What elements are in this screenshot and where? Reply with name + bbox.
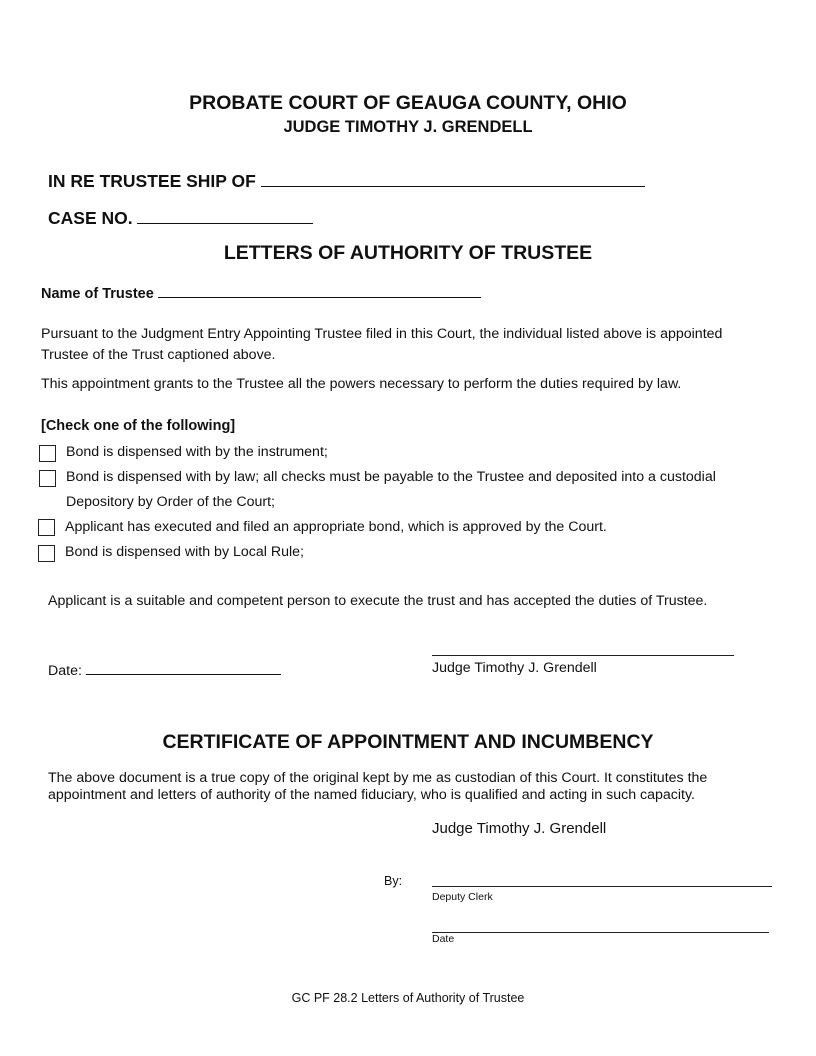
- suitable-statement: Applicant is a suitable and competent person to execute the trust and has accepted the duties of Trustee.: [48, 593, 708, 609]
- check-heading: [Check one of the following]: [41, 418, 236, 434]
- judge-signature-line[interactable]: [432, 655, 734, 656]
- letters-date-field[interactable]: [86, 660, 281, 675]
- appointment-paragraph-line2: Trustee of the Trust captioned above.: [41, 347, 276, 363]
- option-checkbox-2[interactable]: [39, 470, 56, 487]
- judge-heading: JUDGE TIMOTHY J. GRENDELL: [283, 118, 533, 136]
- case-number-caption: [48, 204, 313, 229]
- option-checkbox-1[interactable]: [39, 445, 56, 462]
- case-no-label: CASE NO.: [48, 208, 133, 228]
- form-footer: GC PF 28.2 Letters of Authority of Trustee: [291, 991, 525, 1005]
- trustee-name-field[interactable]: [158, 282, 481, 298]
- by-label: By:: [384, 874, 403, 888]
- in-re-prefix: IN RE: [48, 171, 95, 191]
- option-label-3: Applicant has executed and filed an appropriate bond, which is approved by the Court.: [65, 519, 607, 535]
- certificate-judge-name: Judge Timothy J. Grendell: [432, 820, 607, 837]
- option-label-1: Bond is dispensed with by the instrument;: [66, 444, 328, 460]
- judge-signature-name: Judge Timothy J. Grendell: [432, 660, 597, 676]
- letters-title: LETTERS OF AUTHORITY OF TRUSTEE: [223, 242, 593, 264]
- deputy-clerk-signature-line[interactable]: [432, 886, 772, 887]
- appointment-paragraph-line1: Pursuant to the Judgment Entry Appointing Trustee filed in this Court, the individual listed above is appointed: [41, 326, 723, 342]
- in-re-caption: [48, 167, 645, 192]
- trustee-name-row: [41, 282, 481, 302]
- letters-date-label: Date:: [48, 663, 82, 679]
- court-title: PROBATE COURT OF GEAUGA COUNTY, OHIO: [189, 92, 627, 114]
- certificate-date-label: Date: [432, 933, 455, 945]
- option-label-2: Bond is dispensed with by law; all checks must be payable to the Trustee and deposited into a custodial: [66, 469, 716, 485]
- certificate-title: CERTIFICATE OF APPOINTMENT AND INCUMBENCY: [162, 731, 654, 753]
- option-checkbox-3[interactable]: [38, 519, 55, 536]
- certificate-date-line[interactable]: [432, 932, 769, 933]
- in-re-label: TRUSTEE SHIP OF: [99, 171, 256, 191]
- case-number-field[interactable]: [137, 204, 313, 224]
- certificate-text-line1: The above document is a true copy of the original kept by me as custodian of this Court. It constitutes the: [48, 770, 708, 786]
- trustee-ship-field[interactable]: [261, 167, 645, 187]
- letters-date-row: [48, 660, 281, 679]
- trustee-name-label: Name of Trustee: [41, 286, 154, 302]
- certificate-text-line2: appointment and letters of authority of the named fiduciary, who is qualified and acting in such capacity.: [48, 787, 695, 803]
- option-label-2-cont: Depository by Order of the Court;: [66, 494, 275, 510]
- option-label-4: Bond is dispensed with by Local Rule;: [65, 544, 304, 560]
- option-checkbox-4[interactable]: [38, 545, 55, 562]
- powers-paragraph: This appointment grants to the Trustee all the powers necessary to perform the duties required by law.: [41, 376, 682, 392]
- deputy-clerk-label: Deputy Clerk: [432, 891, 493, 903]
